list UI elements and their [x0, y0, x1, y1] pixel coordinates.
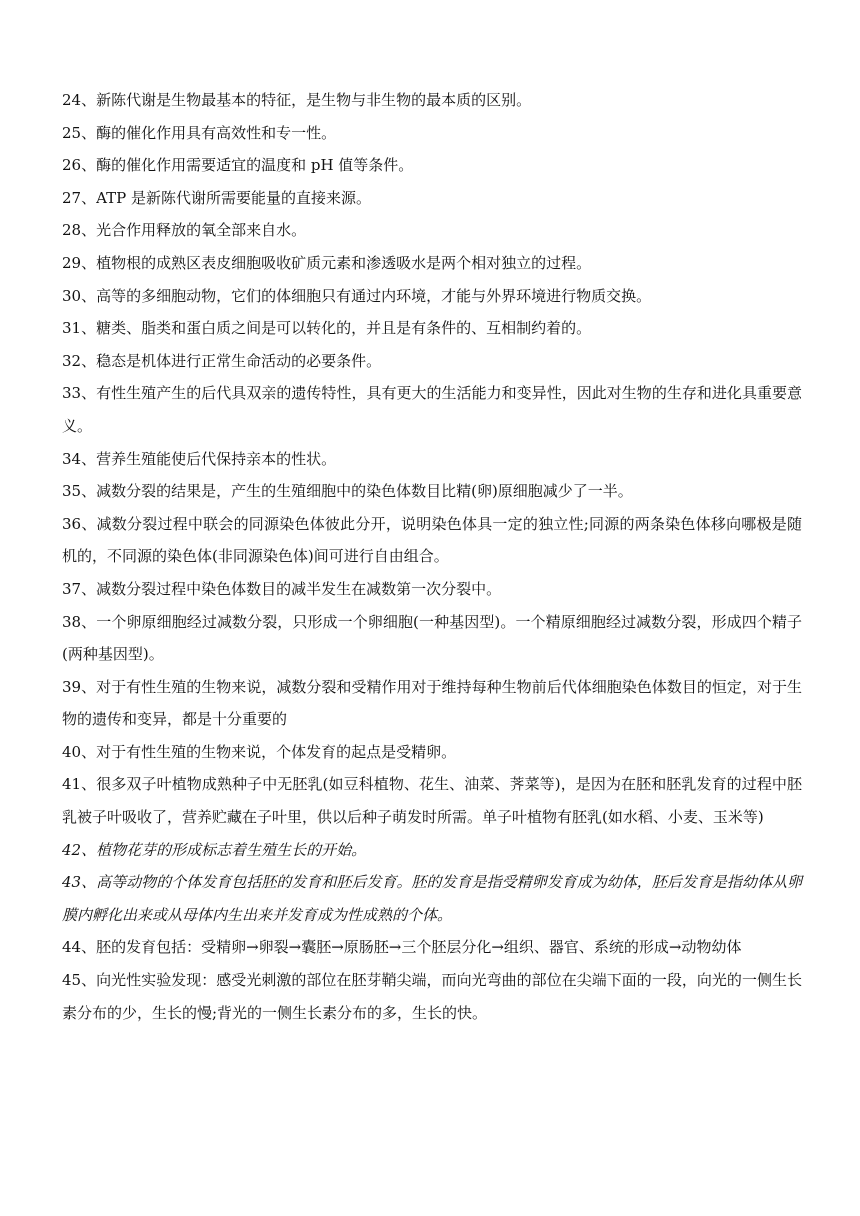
- list-item: 44、胚的发育包括：受精卵→卵裂→囊胚→原肠胚→三个胚层分化→组织、器官、系统的形成→动物幼体: [62, 938, 742, 957]
- list-item: 42、植物花芽的形成标志着生殖生长的开始。: [62, 840, 367, 859]
- list-item: 43、高等动物的个体发育包括胚的发育和胚后发育。胚的发育是指受精卵发育成为幼体，胚后发育是指幼体从卵膜内孵化出来或从母体内生出来并发育成为性成熟的个体。: [62, 873, 802, 924]
- list-item: 41、很多双子叶植物成熟种子中无胚乳(如豆科植物、花生、油菜、荠菜等)，是因为在胚和胚乳发育的过程中胚乳被子叶吸收了，营养贮藏在子叶里，供以后种子萌发时所需。单子叶植物有胚乳(如水稻、小麦、玉米等): [62, 775, 802, 827]
- document-page: [62, 84, 802, 1029]
- list-item: 35、减数分裂的结果是，产生的生殖细胞中的染色体数目比精(卵)原细胞减少了一半。: [62, 482, 633, 501]
- list-item: 29、植物根的成熟区表皮细胞吸收矿质元素和渗透吸水是两个相对独立的过程。: [62, 253, 592, 272]
- list-item: 40、对于有性生殖的生物来说，个体发育的起点是受精卵。: [62, 742, 457, 761]
- list-item: 37、减数分裂过程中染色体数目的减半发生在减数第一次分裂中。: [62, 579, 502, 598]
- list-item: 24、新陈代谢是生物最基本的特征，是生物与非生物的最本质的区别。: [62, 91, 532, 109]
- list-item: 36、减数分裂过程中联会的同源染色体彼此分开，说明染色体具一定的独立性;同源的两条染色体移向哪极是随机的，不同源的染色体(非同源染色体)间可进行自由组合。: [62, 514, 802, 566]
- list-item: 34、营养生殖能使后代保持亲本的性状。: [62, 449, 337, 468]
- list-item: 39、对于有性生殖的生物来说，减数分裂和受精作用对于维持每种生物前后代体细胞染色体数目的恒定，对于生物的遗传和变异，都是十分重要的: [62, 677, 802, 729]
- list-item: 31、糖类、脂类和蛋白质之间是可以转化的，并且是有条件的、互相制约着的。: [62, 319, 592, 338]
- list-item: 27、ATP 是新陈代谢所需要能量的直接来源。: [62, 188, 371, 207]
- list-item: 32、稳态是机体进行正常生命活动的必要条件。: [62, 351, 382, 370]
- list-item: 26、酶的催化作用需要适宜的温度和 pH 值等条件。: [62, 156, 414, 175]
- list-item: 30、高等的多细胞动物，它们的体细胞只有通过内环境，才能与外界环境进行物质交换。: [62, 286, 652, 305]
- list-item: 38、一个卵原细胞经过减数分裂，只形成一个卵细胞(一种基因型)。一个精原细胞经过减数分裂，形成四个精子(两种基因型)。: [62, 612, 802, 664]
- list-item: 33、有性生殖产生的后代具双亲的遗传特性，具有更大的生活能力和变异性，因此对生物的生存和进化具重要意义。: [62, 384, 802, 435]
- list-item: 25、酶的催化作用具有高效性和专一性。: [62, 123, 337, 142]
- list-item: 28、光合作用释放的氧全部来自水。: [62, 221, 307, 240]
- list-item: 45、向光性实验发现：感受光刺激的部位在胚芽鞘尖端，而向光弯曲的部位在尖端下面的一段，向光的一侧生长素分布的少，生长的慢;背光的一侧生长素分布的多，生长的快。: [62, 971, 802, 1022]
